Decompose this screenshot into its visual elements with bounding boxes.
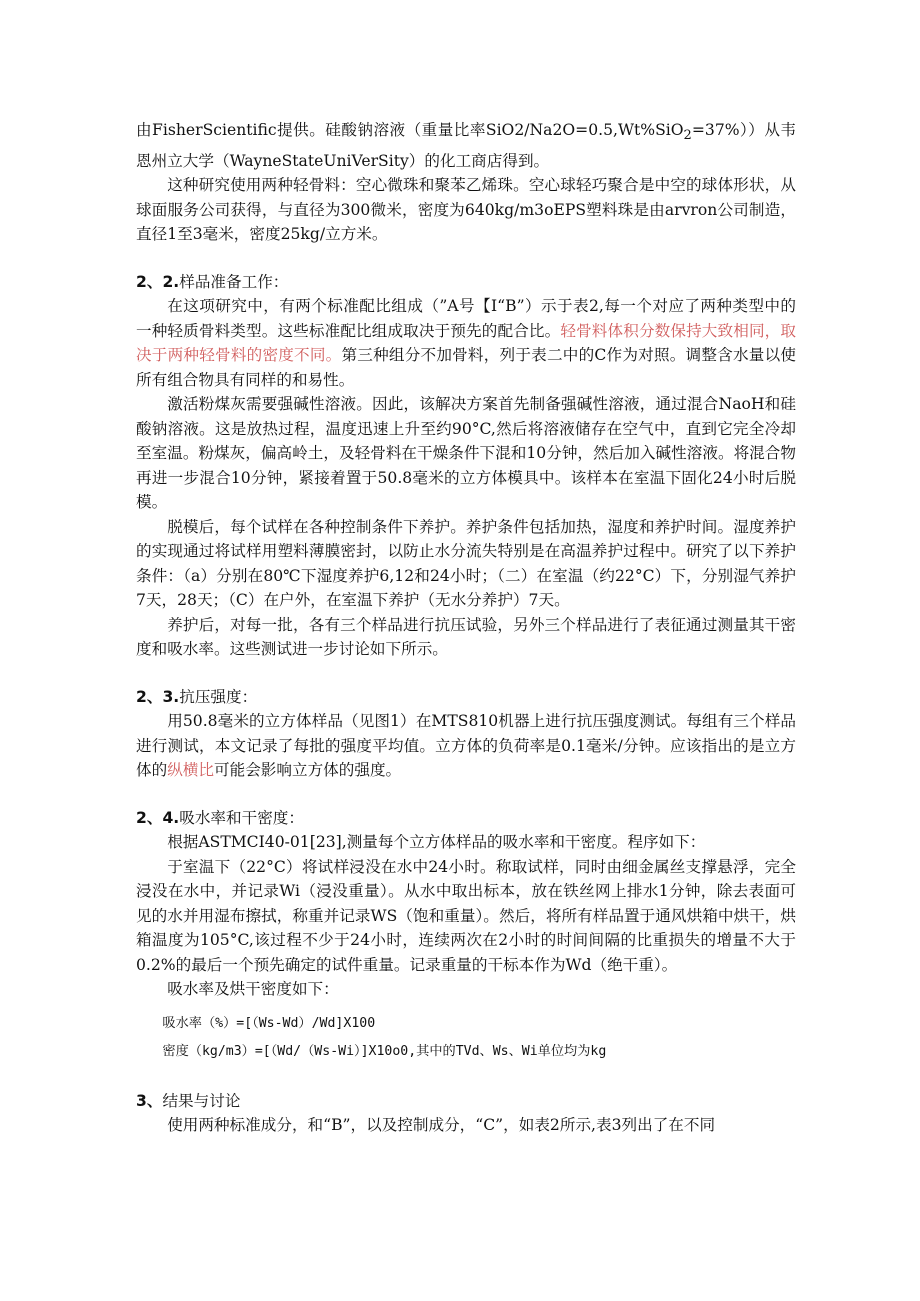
document-page bbox=[136, 118, 796, 1138]
section-heading-2-4: 2、4.吸水率和干密度： bbox=[136, 808, 304, 827]
paragraph-curing: 脱模后，每个试样在各种控制条件下养护。养护条件包括加热，湿度和养护时间。湿度养护的实现通过将试样用塑料薄膜密封，以防止水分流失特别是在高温养护过程中。研究了以下养护条件：（a）分别在80℃下湿度养护6,12和24小时；（二）在室温（约22°C）下，分别湿气养护7天，28天；（C）在户外，在室温下养护（无水分养护）7天。 bbox=[136, 517, 796, 610]
paragraph-astm-procedure: 根据ASTMCI40-01[23],测量每个立方体样品的吸水率和干密度。程序如下： bbox=[167, 833, 706, 852]
subscript: 2 bbox=[683, 128, 692, 144]
paragraph-mix-design: 在这项研究中，有两个标准配比组成（”A号【I“B”）示于表2,每一个对应了两种类型中的一种轻质骨料类型。这些标准配比组成取决于预先的配合比。轻骨料体积分数保持大致相同，取决于两种轻骨料的密度不同。第三种组分不加骨料，列于表二中的C作为对照。调整含水量以使所有组合物具有同样的和易性。 bbox=[136, 297, 796, 389]
formula-dry-density: 密度（kg/m3）=[（Wd/（Ws-Wi）]X10o0,其中的TVd、Ws、Wi单位均为kg bbox=[162, 1043, 607, 1059]
paragraph-alkaline-solution: 激活粉煤灰需要强碱性溶液。因此，该解决方案首先制备强碱性溶液，通过混合NaoH和硅酸钠溶液。这是放热过程，温度迅速上升至约90°C,然后将溶液储存在空气中，直到它完全冷却至室温。粉煤灰，偏高岭土，及轻骨料在干燥条件下混和10分钟，然后加入碱性溶液。将混合物再进一步混合10分钟，紧接着置于50.8毫米的立方体模具中。该样本在室温下固化24小时后脱模。 bbox=[136, 395, 796, 512]
paragraph-results: 使用两种标准成分，和“B”，以及控制成分，“C”，如表2所示,表3列出了在不同 bbox=[167, 1116, 716, 1135]
paragraph-testing: 养护后，对每一批，各有三个样品进行抗压试验，另外三个样品进行了表征通过测量其干密度和吸水率。这些测试进一步讨论如下所示。 bbox=[136, 615, 796, 659]
paragraph-lightweight-aggregates: 这种研究使用两种轻骨料：空心微珠和聚苯乙烯珠。空心球轻巧聚合是中空的球体形状，从球面服务公司获得，与直径为300微米，密度为640kg/m3oEPS塑料珠是由arvron公司制造，直径1至3毫米，密度25kg/立方米。 bbox=[136, 176, 796, 244]
highlighted-text: 轻骨料体积分数保持大致相同，取决于两种轻骨料的密度不同。 bbox=[136, 321, 796, 365]
paragraph-compressive-strength: 用50.8毫米的立方体样品（见图1）在MTS810机器上进行抗压强度测试。每组有三个样品进行测试，本文记录了每批的强度平均值。立方体的负荷率是0.1毫米/分钟。应该指出的是立方体的纵横比可能会影响立方体的强度。 bbox=[136, 712, 796, 780]
section-heading-3: 3、结果与讨论 bbox=[136, 1091, 241, 1110]
formula-water-absorption: 吸水率（%）=[（Ws-Wd）/Wd]X100 bbox=[162, 1015, 376, 1031]
section-heading-2-3: 2、3.抗压强度： bbox=[136, 687, 258, 706]
highlighted-text: 纵横比 bbox=[167, 761, 214, 780]
paragraph-measurement-steps: 于室温下（22°C）将试样浸没在水中24小时。称取试样，同时由细金属丝支撑悬浮，完全浸没在水中，并记录Wi（浸没重量）。从水中取出标本，放在铁丝网上排水1分钟，除去表面可见的水并用湿布擦拭，称重并记录WS（饱和重量）。然后，将所有样品置于通风烘箱中烘干，烘箱温度为105°C,该过程不少于24小时，连续两次在2小时的时间间隔的比重损失的增量不大于0.2%的最后一个预先确定的试件重量。记录重量的干标本作为Wd（绝干重）。 bbox=[136, 857, 796, 974]
paragraph-formula-intro: 吸水率及烘干密度如下： bbox=[167, 980, 339, 999]
paragraph-materials: 由FisherScientific提供。硅酸钠溶液（重量比率SiO2/Na2O=0.5,Wt%SiO$_2$=37%））从韦恩州立大学（WayneStateUniVerSity）的化工商店得到。 bbox=[136, 121, 796, 170]
section-heading-2-2: 2、2.样品准备工作： bbox=[136, 272, 289, 291]
